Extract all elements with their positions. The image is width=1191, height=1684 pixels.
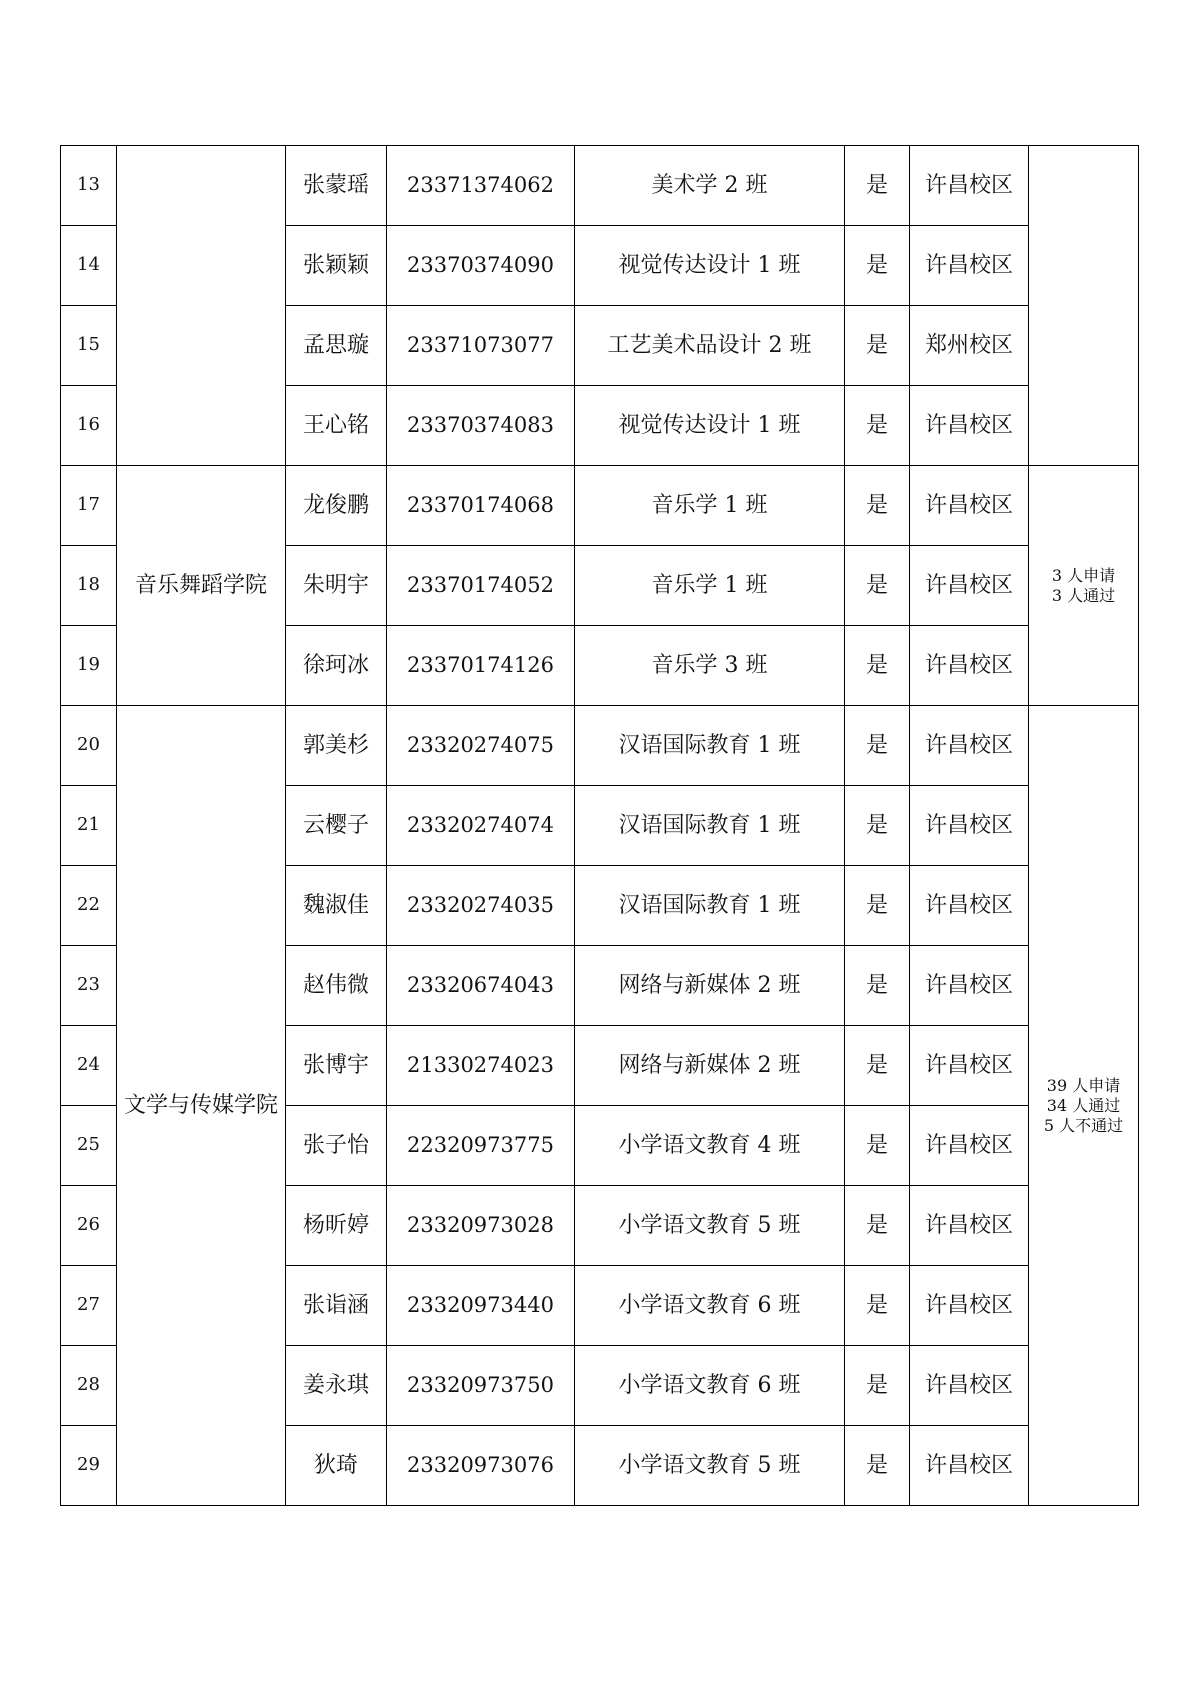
class-name: 音乐学 1 班	[575, 466, 845, 546]
row-number: 14	[61, 226, 117, 306]
student-id: 23370174126	[387, 626, 575, 706]
college-cell: 文学与传媒学院	[117, 706, 286, 1506]
student-name: 张子怡	[286, 1106, 387, 1186]
class-name: 汉语国际教育 1 班	[575, 786, 845, 866]
student-name: 张颖颖	[286, 226, 387, 306]
student-name: 云樱子	[286, 786, 387, 866]
pass-status: 是	[845, 466, 910, 546]
row-number: 28	[61, 1346, 117, 1426]
class-name: 工艺美术品设计 2 班	[575, 306, 845, 386]
row-number: 26	[61, 1186, 117, 1266]
class-name: 小学语文教育 5 班	[575, 1426, 845, 1506]
student-name: 狄琦	[286, 1426, 387, 1506]
pass-status: 是	[845, 866, 910, 946]
campus: 许昌校区	[910, 946, 1029, 1026]
student-name: 张蒙瑶	[286, 146, 387, 226]
student-id: 22320973775	[387, 1106, 575, 1186]
class-name: 视觉传达设计 1 班	[575, 226, 845, 306]
group-summary: 39 人申请 34 人通过 5 人不通过	[1029, 706, 1139, 1506]
row-number: 15	[61, 306, 117, 386]
pass-status: 是	[845, 626, 910, 706]
class-name: 网络与新媒体 2 班	[575, 946, 845, 1026]
pass-status: 是	[845, 146, 910, 226]
campus: 许昌校区	[910, 1346, 1029, 1426]
campus: 许昌校区	[910, 866, 1029, 946]
table-row	[61, 706, 1139, 786]
student-name: 张诣涵	[286, 1266, 387, 1346]
campus: 许昌校区	[910, 1266, 1029, 1346]
student-name: 魏淑佳	[286, 866, 387, 946]
row-number: 27	[61, 1266, 117, 1346]
class-name: 网络与新媒体 2 班	[575, 1026, 845, 1106]
student-id: 23320274074	[387, 786, 575, 866]
pass-status: 是	[845, 1346, 910, 1426]
campus: 许昌校区	[910, 1106, 1029, 1186]
row-number: 19	[61, 626, 117, 706]
campus: 许昌校区	[910, 146, 1029, 226]
campus: 许昌校区	[910, 1186, 1029, 1266]
row-number: 13	[61, 146, 117, 226]
pass-status: 是	[845, 226, 910, 306]
campus: 许昌校区	[910, 386, 1029, 466]
student-name: 张博宇	[286, 1026, 387, 1106]
class-name: 小学语文教育 6 班	[575, 1266, 845, 1346]
pass-status: 是	[845, 786, 910, 866]
student-id: 23371374062	[387, 146, 575, 226]
class-name: 视觉传达设计 1 班	[575, 386, 845, 466]
student-id: 23320973028	[387, 1186, 575, 1266]
pass-status: 是	[845, 946, 910, 1026]
pass-status: 是	[845, 306, 910, 386]
student-name: 孟思璇	[286, 306, 387, 386]
campus: 许昌校区	[910, 1026, 1029, 1106]
student-id: 23370174052	[387, 546, 575, 626]
student-id: 23371073077	[387, 306, 575, 386]
student-id: 23320274075	[387, 706, 575, 786]
campus: 许昌校区	[910, 546, 1029, 626]
student-name: 郭美杉	[286, 706, 387, 786]
class-name: 小学语文教育 4 班	[575, 1106, 845, 1186]
row-number: 20	[61, 706, 117, 786]
student-id: 23320973076	[387, 1426, 575, 1506]
class-name: 美术学 2 班	[575, 146, 845, 226]
row-number: 22	[61, 866, 117, 946]
campus: 许昌校区	[910, 1426, 1029, 1506]
group-summary	[1029, 146, 1139, 466]
class-name: 小学语文教育 5 班	[575, 1186, 845, 1266]
campus: 许昌校区	[910, 786, 1029, 866]
student-name: 龙俊鹏	[286, 466, 387, 546]
student-table	[60, 145, 1139, 1506]
pass-status: 是	[845, 1186, 910, 1266]
campus: 许昌校区	[910, 226, 1029, 306]
campus: 许昌校区	[910, 706, 1029, 786]
student-name: 赵伟微	[286, 946, 387, 1026]
pass-status: 是	[845, 1426, 910, 1506]
student-id: 23370174068	[387, 466, 575, 546]
class-name: 音乐学 3 班	[575, 626, 845, 706]
student-id: 23370374083	[387, 386, 575, 466]
row-number: 25	[61, 1106, 117, 1186]
student-name: 朱明宇	[286, 546, 387, 626]
campus: 郑州校区	[910, 306, 1029, 386]
student-name: 姜永琪	[286, 1346, 387, 1426]
class-name: 音乐学 1 班	[575, 546, 845, 626]
group-summary: 3 人申请 3 人通过	[1029, 466, 1139, 706]
row-number: 29	[61, 1426, 117, 1506]
student-name: 王心铭	[286, 386, 387, 466]
table-row	[61, 466, 1139, 546]
pass-status: 是	[845, 706, 910, 786]
class-name: 汉语国际教育 1 班	[575, 706, 845, 786]
student-id: 23320973440	[387, 1266, 575, 1346]
row-number: 18	[61, 546, 117, 626]
campus: 许昌校区	[910, 626, 1029, 706]
student-name: 杨昕婷	[286, 1186, 387, 1266]
pass-status: 是	[845, 1106, 910, 1186]
row-number: 23	[61, 946, 117, 1026]
pass-status: 是	[845, 1026, 910, 1106]
pass-status: 是	[845, 546, 910, 626]
row-number: 21	[61, 786, 117, 866]
student-id: 23370374090	[387, 226, 575, 306]
student-id: 23320973750	[387, 1346, 575, 1426]
table-row	[61, 146, 1139, 226]
student-id: 23320674043	[387, 946, 575, 1026]
pass-status: 是	[845, 386, 910, 466]
student-id: 21330274023	[387, 1026, 575, 1106]
pass-status: 是	[845, 1266, 910, 1346]
class-name: 小学语文教育 6 班	[575, 1346, 845, 1426]
college-cell: 音乐舞蹈学院	[117, 466, 286, 706]
student-name: 徐珂冰	[286, 626, 387, 706]
row-number: 16	[61, 386, 117, 466]
college-cell	[117, 146, 286, 466]
class-name: 汉语国际教育 1 班	[575, 866, 845, 946]
row-number: 24	[61, 1026, 117, 1106]
row-number: 17	[61, 466, 117, 546]
student-id: 23320274035	[387, 866, 575, 946]
campus: 许昌校区	[910, 466, 1029, 546]
